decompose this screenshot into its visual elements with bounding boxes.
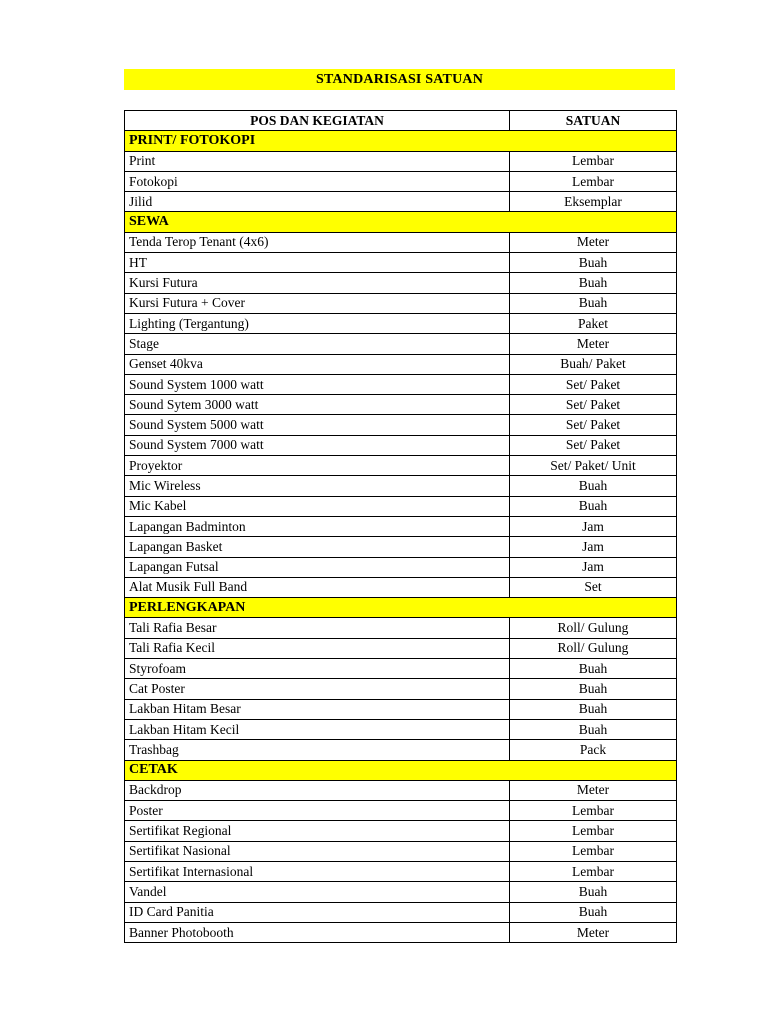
item-name: Lighting (Tergantung) (125, 313, 510, 333)
item-name: Mic Kabel (125, 496, 510, 516)
table-row (125, 638, 677, 658)
table-row (125, 537, 677, 557)
units-table (124, 110, 677, 943)
item-name: Banner Photobooth (125, 922, 510, 942)
table-row (125, 902, 677, 922)
item-name: HT (125, 253, 510, 273)
table-row (125, 861, 677, 881)
item-name: Print (125, 151, 510, 171)
item-unit: Buah/ Paket (510, 354, 677, 374)
table-row (125, 435, 677, 455)
section-row (125, 212, 677, 232)
table-row (125, 192, 677, 212)
item-name: Tali Rafia Besar (125, 618, 510, 638)
item-name: Jilid (125, 192, 510, 212)
table-row (125, 922, 677, 942)
item-name: Poster (125, 801, 510, 821)
item-unit: Meter (510, 922, 677, 942)
item-unit: Buah (510, 699, 677, 719)
item-unit: Buah (510, 659, 677, 679)
section-title: PERLENGKAPAN (125, 598, 677, 618)
item-unit: Roll/ Gulung (510, 618, 677, 638)
header-activity: POS DAN KEGIATAN (125, 111, 510, 131)
table-row (125, 151, 677, 171)
section-title: CETAK (125, 760, 677, 780)
item-name: Lapangan Basket (125, 537, 510, 557)
table-row (125, 882, 677, 902)
table-row (125, 273, 677, 293)
table-row (125, 354, 677, 374)
table-row (125, 740, 677, 760)
table-row (125, 659, 677, 679)
item-unit: Meter (510, 334, 677, 354)
item-name: Sertifikat Internasional (125, 861, 510, 881)
item-name: ID Card Panitia (125, 902, 510, 922)
item-name: Sound System 5000 watt (125, 415, 510, 435)
item-name: Sound Sytem 3000 watt (125, 395, 510, 415)
section-row (125, 598, 677, 618)
item-unit: Set/ Paket (510, 435, 677, 455)
item-name: Lapangan Futsal (125, 557, 510, 577)
table-row (125, 496, 677, 516)
table-row (125, 374, 677, 394)
table-row (125, 293, 677, 313)
table-row (125, 577, 677, 597)
table-row (125, 334, 677, 354)
item-name: Fotokopi (125, 171, 510, 191)
item-unit: Lembar (510, 171, 677, 191)
item-unit: Buah (510, 882, 677, 902)
item-unit: Roll/ Gulung (510, 638, 677, 658)
item-unit: Set/ Paket (510, 415, 677, 435)
table-row (125, 415, 677, 435)
item-name: Tali Rafia Kecil (125, 638, 510, 658)
item-unit: Paket (510, 313, 677, 333)
item-name: Styrofoam (125, 659, 510, 679)
table-row (125, 456, 677, 476)
item-unit: Buah (510, 476, 677, 496)
item-unit: Lembar (510, 801, 677, 821)
item-name: Genset 40kva (125, 354, 510, 374)
section-title: SEWA (125, 212, 677, 232)
table-row (125, 232, 677, 252)
item-unit: Buah (510, 679, 677, 699)
table-row (125, 679, 677, 699)
header-unit: SATUAN (510, 111, 677, 131)
item-name: Sound System 1000 watt (125, 374, 510, 394)
table-row (125, 557, 677, 577)
item-name: Sertifikat Regional (125, 821, 510, 841)
item-unit: Jam (510, 557, 677, 577)
section-row (125, 131, 677, 151)
item-unit: Set/ Paket/ Unit (510, 456, 677, 476)
item-unit: Lembar (510, 841, 677, 861)
item-unit: Buah (510, 273, 677, 293)
section-title: PRINT/ FOTOKOPI (125, 131, 677, 151)
table-row (125, 821, 677, 841)
item-name: Kursi Futura (125, 273, 510, 293)
table-row (125, 395, 677, 415)
table-row (125, 313, 677, 333)
item-name: Kursi Futura + Cover (125, 293, 510, 313)
item-name: Lakban Hitam Besar (125, 699, 510, 719)
item-unit: Jam (510, 516, 677, 536)
table-row (125, 801, 677, 821)
item-unit: Buah (510, 293, 677, 313)
item-unit: Meter (510, 780, 677, 800)
table-row (125, 516, 677, 536)
item-unit: Lembar (510, 821, 677, 841)
item-name: Mic Wireless (125, 476, 510, 496)
item-name: Vandel (125, 882, 510, 902)
item-name: Cat Poster (125, 679, 510, 699)
item-unit: Buah (510, 902, 677, 922)
item-name: Trashbag (125, 740, 510, 760)
table-row (125, 780, 677, 800)
item-unit: Set/ Paket (510, 374, 677, 394)
item-name: Lakban Hitam Kecil (125, 719, 510, 739)
item-unit: Jam (510, 537, 677, 557)
table-row (125, 841, 677, 861)
item-unit: Pack (510, 740, 677, 760)
item-name: Tenda Terop Tenant (4x6) (125, 232, 510, 252)
section-row (125, 760, 677, 780)
item-unit: Lembar (510, 861, 677, 881)
item-unit: Buah (510, 496, 677, 516)
item-unit: Meter (510, 232, 677, 252)
item-unit: Set (510, 577, 677, 597)
item-name: Alat Musik Full Band (125, 577, 510, 597)
item-unit: Eksemplar (510, 192, 677, 212)
item-name: Lapangan Badminton (125, 516, 510, 536)
table-row (125, 719, 677, 739)
item-unit: Buah (510, 253, 677, 273)
item-name: Sound System 7000 watt (125, 435, 510, 455)
item-name: Backdrop (125, 780, 510, 800)
item-unit: Lembar (510, 151, 677, 171)
item-unit: Set/ Paket (510, 395, 677, 415)
page-title: STANDARISASI SATUAN (124, 69, 675, 90)
table-row (125, 699, 677, 719)
table-row (125, 476, 677, 496)
item-name: Sertifikat Nasional (125, 841, 510, 861)
item-unit: Buah (510, 719, 677, 739)
table-header-row (125, 111, 677, 131)
table-body (125, 131, 677, 943)
item-name: Stage (125, 334, 510, 354)
table-row (125, 618, 677, 638)
table-row (125, 253, 677, 273)
item-name: Proyektor (125, 456, 510, 476)
table-row (125, 171, 677, 191)
